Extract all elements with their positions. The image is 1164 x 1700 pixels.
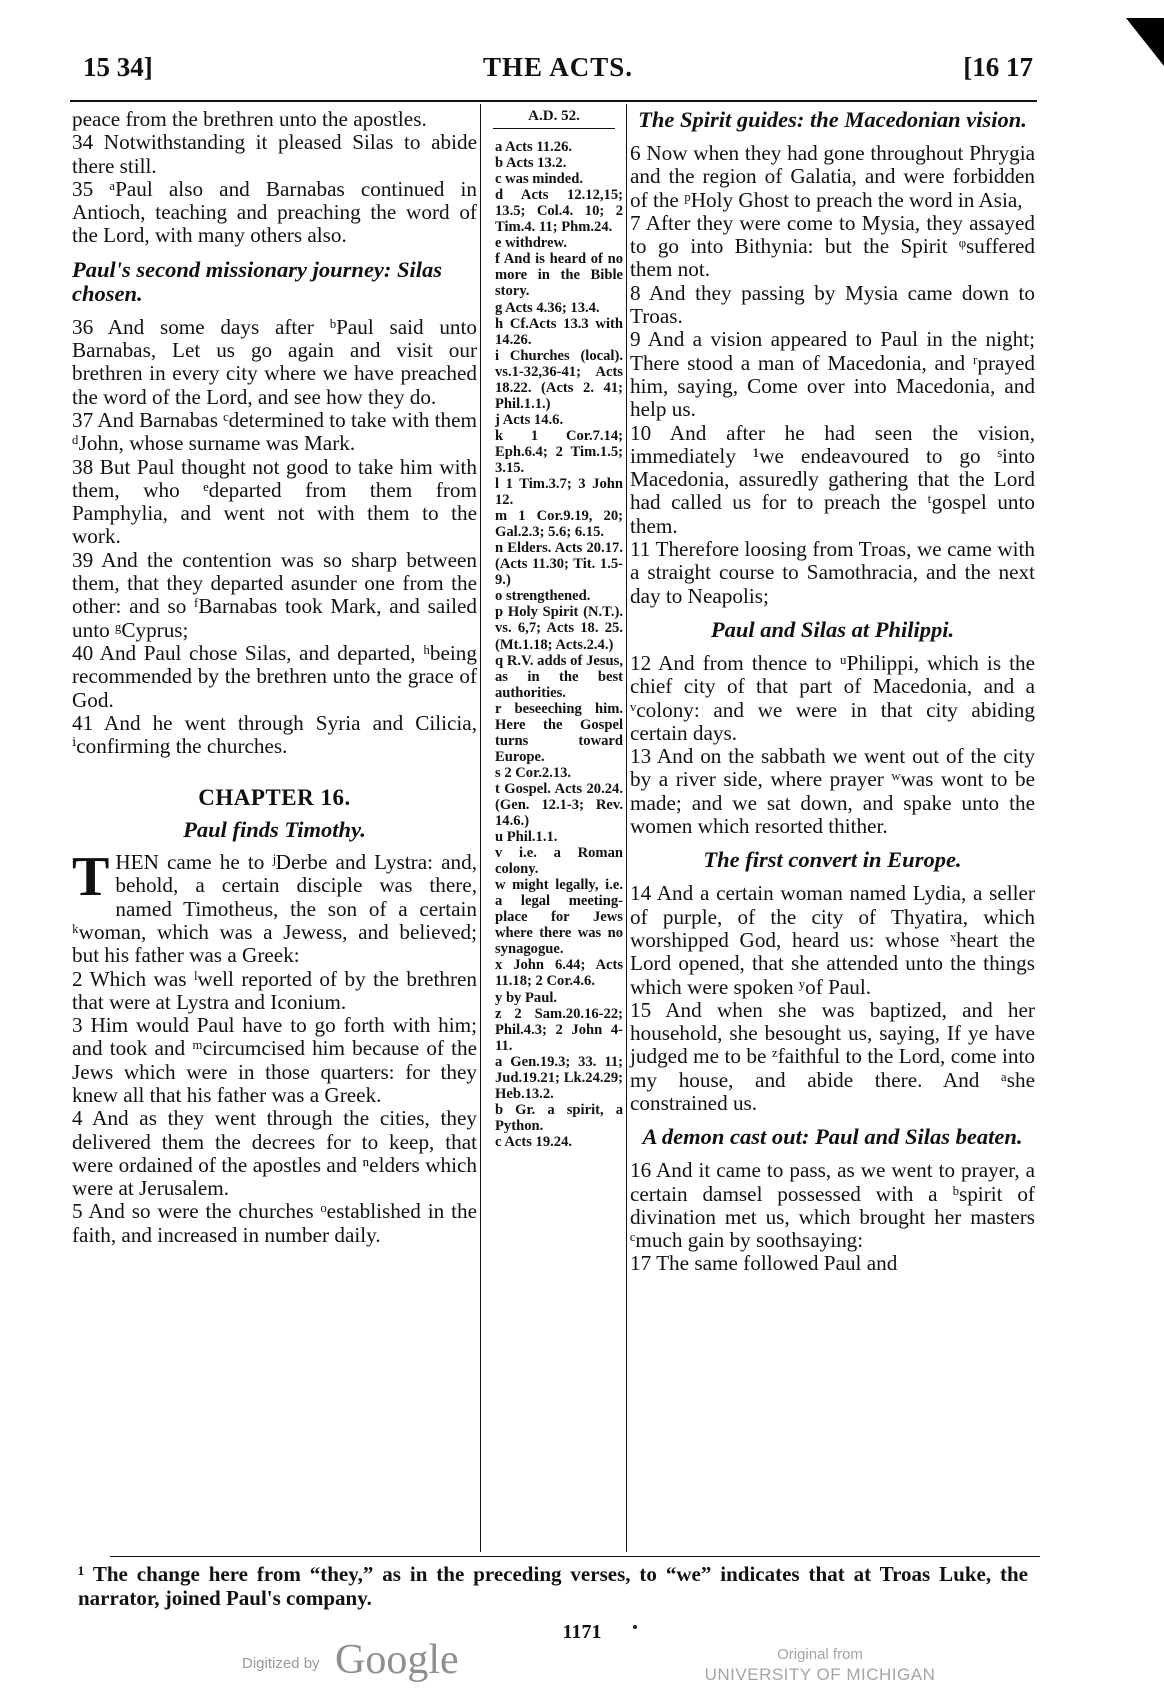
reference-column xyxy=(485,108,623,1150)
cross-reference: z 2 Sam.20.16-22; Phil.4.3; 2 John 4-11. xyxy=(495,1005,623,1054)
verse-17: 17 The same followed Paul and xyxy=(630,1251,898,1276)
verse-5: 5 And so were the churches ᵒestablished in the faith, and increased in number daily. xyxy=(72,1199,477,1247)
cross-reference: a Acts 11.26. xyxy=(495,139,573,156)
header-book-title: THE ACTS. xyxy=(482,52,634,82)
cross-reference: r beseeching him. Here the Gospel turns toward Europe. xyxy=(495,700,623,765)
verse-37: 37 And Barnabas ᶜdetermined to take with them ᵈJohn, whose surname was Mark. xyxy=(72,407,477,456)
source-line-2: UNIVERSITY OF MICHIGAN xyxy=(704,1665,936,1684)
verse-7: 7 After they were come to Mysia, they assayed to go into Bithynia: but the Spirit ᵠsuffered them not. xyxy=(630,210,1035,282)
verse-40: 40 And Paul chose Silas, and departed, ʰbeing recommended by the brethren unto the grace of God. xyxy=(72,640,477,712)
section-heading: The Spirit guides: the Macedonian vision. xyxy=(638,107,1027,132)
verse-14: 14 And a certain woman named Lydia, a seller of purple, of the city of Thyatira, which worshipped God, heard us: whose ˣheart the Lord opened, that she attended unto the things which were spoken ʸof Paul. xyxy=(630,881,1035,999)
scan-speck xyxy=(633,1625,637,1629)
header-right-reference: [16 17 xyxy=(963,52,1033,82)
section-heading: The first convert in Europe. xyxy=(703,847,962,873)
column-divider-left xyxy=(480,104,481,1552)
verse-1-text: HEN came he to ʲDerbe and Lystra: and, behold, a certain disciple was there, named Timotheus, the son of a certain ᵏwoman, which was a Jewess, and believed; but his father was a Greek: xyxy=(72,850,477,968)
cross-reference: c was minded. xyxy=(495,171,583,188)
left-text-column xyxy=(72,108,477,1247)
cross-reference: u Phil.1.1. xyxy=(495,829,558,846)
footnote-rule xyxy=(110,1556,1040,1557)
cross-reference: h Cf.Acts 13.3 with 14.26. xyxy=(495,315,623,348)
cross-reference: p Holy Spirit (N.T.). vs. 6,7; Acts 18. 25.(Mt.1.18; Acts.2.4.) xyxy=(495,604,623,653)
cross-reference: i Churches (local). vs.1-32,36-41; Acts 18.22. (Acts 2. 41; Phil.1.1.) xyxy=(495,347,623,412)
cross-reference: b Acts 13.2. xyxy=(495,155,567,172)
cross-reference: a Gen.19.3; 33. 11; Jud.19.21; Lk.24.29; Heb.13.2. xyxy=(495,1053,623,1102)
verse-34: 34 Notwithstanding it pleased Silas to abide there still. xyxy=(72,130,477,178)
header-left-reference: 15 34] xyxy=(83,52,153,82)
chapter-title: CHAPTER 16. xyxy=(198,785,351,811)
cross-reference: k 1 Cor.7.14; Eph.6.4; 2 Tim.1.5; 3.15. xyxy=(495,427,623,476)
verse-12: 12 And from thence to ᵘPhilippi, which is the chief city of that part of Macedonia, and a ᵛcolony: and we were in that city abiding certain days. xyxy=(630,650,1035,745)
cross-reference: q R.V. adds of Jesus, as in the best authorities. xyxy=(495,652,623,701)
cross-reference: w might legally, i.e. a legal meeting-place for Jews where there was no synagogue. xyxy=(495,877,623,958)
cross-reference: g Acts 4.36; 13.4. xyxy=(495,299,600,316)
section-heading: Paul's second missionary journey: Silas chosen. xyxy=(72,256,443,306)
cross-reference: e withdrew. xyxy=(495,235,567,252)
footnote: ¹ The change here from “they,” as in the preceding verses, to “we” indicates that at Troas Luke, the narrator, joined Paul's company. xyxy=(78,1562,1028,1610)
cross-reference: b Gr. a spirit, a Python. xyxy=(495,1101,623,1134)
header-rule xyxy=(70,100,1037,102)
verse-6: 6 Now when they had gone throughout Phrygia and the region of Galatia, and were forbidden of the ᵖHoly Ghost to preach the word in Asia, xyxy=(630,141,1035,212)
running-header xyxy=(83,52,1033,92)
verse-2: 2 Which was ˡwell reported of by the brethren that were at Lystra and Iconium. xyxy=(72,966,477,1014)
cross-reference: t Gospel. Acts 20.24. (Gen. 12.1-3; Rev. 14.6.) xyxy=(495,780,623,830)
drop-cap: T xyxy=(72,846,110,909)
cross-reference: s 2 Cor.2.13. xyxy=(495,764,572,781)
cross-reference: c Acts 19.24. xyxy=(495,1133,573,1150)
cross-reference: n Elders. Acts 20.17.(Acts 11.30; Tit. 1.5-9.) xyxy=(495,540,623,589)
reference-list xyxy=(485,139,623,1150)
verse-1 xyxy=(72,846,477,968)
cross-reference: j Acts 14.6. xyxy=(495,411,564,428)
page-number: 1171 xyxy=(562,1621,602,1643)
verse-15: 15 And when she was baptized, and her household, she besought us, saying, If ye have judged me to be ᶻfaithful to the Lord, come into my house, and abide there. And ᵃshe constrained us. xyxy=(630,997,1035,1115)
verse-39: 39 And the contention was so sharp between them, that they departed asunder one from the other: and so ᶠBarnabas took Mark, and sailed unto ᵍCyprus; xyxy=(72,547,477,642)
right-text-column xyxy=(630,108,1035,1276)
verse-8: 8 And they passing by Mysia came down to Troas. xyxy=(630,280,1035,329)
cross-reference: y by Paul. xyxy=(495,989,558,1006)
cross-reference: l 1 Tim.3.7; 3 John 12. xyxy=(495,476,623,509)
verse-35: 35 ᵃPaul also and Barnabas continued in Antioch, teaching and preaching the word of the Lord, with many others also. xyxy=(72,176,477,248)
verse-text: peace from the brethren unto the apostles. xyxy=(72,107,427,131)
verse-10: 10 And after he had seen the vision, immediately ¹we endeavoured to go ˢinto Macedonia, assuredly gathering that the Lord had called us for to preach the ᵗgospel unto them. xyxy=(630,420,1035,538)
verse-4: 4 And as they went through the cities, they delivered them the decrees for to keep, that were ordained of the apostles and ⁿelders which were at Jerusalem. xyxy=(72,1106,477,1201)
section-heading: A demon cast out: Paul and Silas beaten. xyxy=(642,1124,1023,1150)
verse-13: 13 And on the sabbath we went out of the city by a river side, where prayer ʷwas wont to be made; and we sat down, and spake unto the women which resorted thither. xyxy=(630,744,1035,839)
cross-reference: x John 6.44; Acts 11.18; 2 Cor.4.6. xyxy=(495,957,623,990)
verse-16: 16 And it came to pass, as we went to prayer, a certain damsel possessed with a ᵇspirit of divination met us, which brought her masters ᶜmuch gain by soothsaying: xyxy=(630,1158,1035,1253)
verse-11: 11 Therefore loosing from Troas, we came with a straight course to Samothracia, and the next day to Neapolis; xyxy=(630,537,1035,608)
verse-41: 41 And he went through Syria and Cilicia, ⁱconfirming the churches. xyxy=(72,710,477,759)
verse-38: 38 But Paul thought not good to take him with them, who ᵉdeparted from them from Pamphylia, and went not with them to the work. xyxy=(72,454,477,549)
cross-reference: m 1 Cor.9.19, 20; Gal.2.3; 5.6; 6.15. xyxy=(495,508,623,541)
source-attribution xyxy=(700,1645,940,1685)
cross-reference: f And is heard of no more in the Bible story. xyxy=(495,251,623,300)
cross-reference: d Acts 12.12,15; 13.5; Col.4. 10; 2 Tim.4. 11; Phm.24. xyxy=(495,187,623,236)
verse-36: 36 And some days after ᵇPaul said unto Barnabas, Let us go again and visit our brethren in every city where we have preached the word of the Lord, and see how they do. xyxy=(72,314,477,409)
cross-reference: o strengthened. xyxy=(495,588,591,605)
verse-3: 3 Him would Paul have to go forth with him; and took and ᵐcircumcised him because of the Jews which were in those quarters: for they knew all that his father was a Greek. xyxy=(72,1013,477,1107)
page-corner-mark xyxy=(1126,18,1164,66)
date-label: A.D. 52. xyxy=(493,108,615,129)
google-logo: Google xyxy=(335,1637,459,1683)
chapter-subtitle: Paul finds Timothy. xyxy=(183,816,366,842)
source-line-1: Original from xyxy=(777,1646,863,1663)
digitized-by-label: Digitized by xyxy=(242,1655,320,1672)
column-divider-right xyxy=(626,104,627,1552)
verse-9: 9 And a vision appeared to Paul in the night; There stood a man of Macedonia, and ʳprayed him, saying, Come over into Macedonia, and help us. xyxy=(630,327,1035,422)
cross-reference: v i.e. a Roman colony. xyxy=(495,845,623,878)
section-heading: Paul and Silas at Philippi. xyxy=(710,616,955,642)
